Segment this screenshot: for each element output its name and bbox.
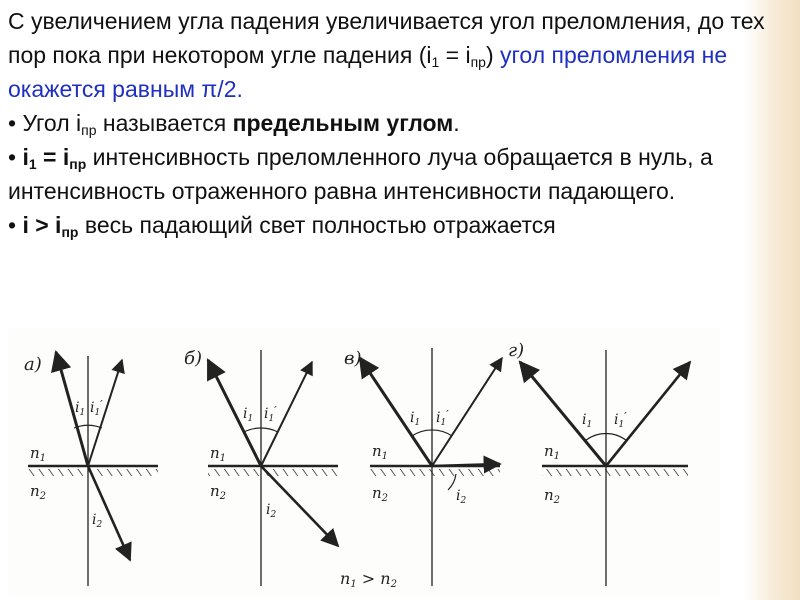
panel-a — [24, 352, 158, 586]
formula-symbol: i — [22, 144, 29, 170]
label-n2: $n_2$ — [544, 486, 561, 506]
subscript: пр — [69, 156, 87, 172]
label-i1: $i_1$ — [410, 410, 421, 428]
bullet-marker: • — [8, 110, 23, 136]
label-n1: $n_1$ — [210, 444, 227, 464]
label-n2: $n_2$ — [210, 482, 227, 502]
label-i2: $i_2$ — [92, 512, 103, 530]
bold-term: предельным углом — [232, 110, 454, 136]
panel-b — [184, 348, 338, 586]
intro-eq: = i — [439, 42, 471, 68]
label-n1: $n_1$ — [372, 442, 389, 462]
label-i1-prime: $i_1'$ — [264, 404, 277, 424]
bullet-text: интенсивность преломленного луча обращается в нуль, а интенсивность отраженного равна интенсивности падающего. — [8, 144, 713, 204]
diagram-figure — [8, 328, 720, 596]
label-n2: $n_2$ — [30, 482, 47, 502]
hatch — [370, 469, 500, 476]
bullet-formula — [22, 144, 86, 170]
bullet-text: Угол i — [22, 110, 82, 136]
refraction-diagrams — [8, 328, 720, 596]
highlighted-text: угол преломления не окажется равным — [8, 42, 728, 102]
bullet-formula — [22, 212, 78, 238]
bullet-marker: • — [8, 212, 23, 238]
bullet-limit-angle — [8, 106, 788, 140]
incident-ray — [520, 362, 606, 466]
slide-text — [8, 4, 788, 242]
label-i1-prime: $i_1'$ — [90, 398, 103, 418]
label-i2: $i_2$ — [456, 488, 467, 506]
intro-paren: ) — [485, 42, 501, 68]
bullet-text: весь падающий свет полностью отражается — [78, 212, 556, 238]
panel-d — [508, 340, 690, 586]
refracted-ray — [261, 466, 338, 546]
incident-ray — [360, 358, 432, 466]
subscript: пр — [81, 122, 97, 138]
hatch — [208, 469, 338, 476]
subscript: 1 — [431, 54, 440, 70]
panel-letter: г) — [508, 340, 525, 361]
label-n1: $n_1$ — [544, 442, 561, 462]
panel-letter: в) — [344, 348, 362, 369]
bullet-marker: • — [8, 144, 23, 170]
panel-c — [344, 348, 502, 586]
reflected-ray — [606, 362, 690, 466]
bullet-text: . — [453, 110, 460, 136]
reflected-ray — [432, 358, 502, 466]
intro-tail: π/2. — [195, 76, 243, 102]
label-i2: $i_2$ — [266, 502, 277, 520]
subscript: пр — [470, 54, 486, 70]
formula-symbol: = i — [36, 144, 70, 170]
label-i1-prime: $i_1'$ — [436, 408, 449, 428]
label-i1-prime: $i_1'$ — [614, 410, 627, 430]
intro-paragraph — [8, 4, 788, 106]
label-i1: $i_1$ — [243, 406, 254, 424]
label-i1: $i_1$ — [582, 412, 593, 430]
intro-text: С увеличением угла падения увеличивается угол преломления, до тех пор пока при некотором угле падения (i — [8, 8, 765, 68]
hatch — [542, 469, 688, 476]
formula-symbol: i > i — [22, 212, 62, 238]
angle-arc — [448, 474, 456, 490]
panel-letter: а) — [24, 354, 42, 375]
panel-letter: б) — [184, 348, 203, 369]
subscript: пр — [61, 224, 79, 240]
caption-n1-gt-n2: n1 > n2 — [340, 569, 397, 590]
label-n1: $n_1$ — [30, 444, 47, 464]
subscript: 1 — [28, 156, 37, 172]
label-n2: $n_2$ — [372, 484, 389, 504]
bullet-text: называется — [96, 110, 233, 136]
bullet-total-reflection — [8, 208, 788, 242]
label-i1: $i_1$ — [75, 400, 86, 418]
bullet-equal-angle — [8, 140, 788, 208]
